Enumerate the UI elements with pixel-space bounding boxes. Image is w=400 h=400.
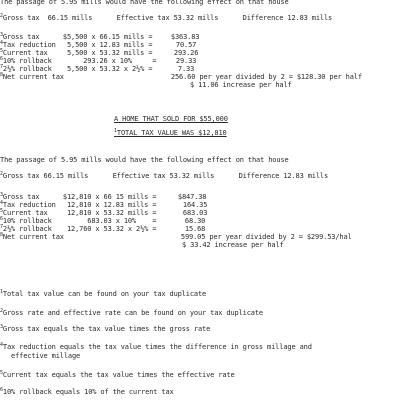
footnote-4: $^4$Tax reduction equals the tax value times the difference in gross millage and [0,342,312,351]
footnote-1: $^1$Total tax value can be found on your tax duplicate [0,289,207,298]
home-heading: A HOME THAT SOLD FOR $55,000 [114,115,228,123]
calc-row-reduction-2: $^4$Tax reduction 12,810 x 12.83 mills = 164.35 [0,200,208,209]
calc-row-rollback10-2: $^6$10% rollback 683.03 x 10% = 68.30 [0,216,206,225]
calc-row-reduction-1: $^4$Tax reduction 5,500 x 12.83 mills = 70.57 [0,40,197,49]
footnote-2: $^2$Gross rate and effective rate can be found on your tax duplicate [0,308,263,317]
footnote-mark: 2 [0,13,3,19]
calc-row-gross-2: $^3$Gross tax $12,810 x 66 15 mills = $847.38 [0,192,207,201]
calc-row-current-1: $^5$Current tax 5,500 x 53.32 mills = 293.26 [0,48,199,57]
increase-line-1: $ 11.06 increase per half [190,81,292,89]
calc-row-net-1: $^8$Net current tax 256.60 per year divided by 2 = $128.30 per half [0,72,362,81]
tax-value-heading: $^1$TOTAL TAX VALUE WAS $12,810 [114,128,227,137]
footnote-6: $^6$10% rollback equals 10% of the current tax [0,387,174,396]
footnote-3: $^3$Gross tax equals the tax value times the gross rate [0,324,211,333]
calc-row-rollback25-1: $^7$2½% rollback 5,500 x 53.32 x 2½% = 7.33 [0,64,195,73]
footnote-4-cont: effective millage [11,352,81,360]
passage-text-1: The passage of 5.95 mills would have the following effect on that house [0,0,289,6]
rates-line-2: $^2$Gross tax 66.15 mills Effective tax 53.32 mills Difference 12.83 mills [0,171,329,180]
calc-row-current-2: $^5$Current tax 12,810 x 53.32 mills = 683.03 [0,208,208,217]
calc-row-rollback25-2: $^7$2½% rollback 12,760 x 53.32 x 2½% = 15.68 [0,224,206,233]
rates-line-1: $^2$Gross tax 66.15 mills Effective tax 53.32 mills Difference 12.83 mills [0,13,333,22]
passage-text-2: The passage of 5.95 mills would have the following effect on that house [0,156,289,164]
increase-line-2: $ 33.42 increase per half [182,241,284,249]
calc-row-rollback10-1: $^6$10% rollback 293.26 x 10% = 29.33 [0,56,197,65]
footnote-5: $^5$Current tax equals the tax value times the effective rate [0,370,235,379]
calc-row-net-2: $^8$Net current tax 599.05 per year divided by 2 = $299.53/hal [0,232,352,241]
calc-row-gross-1: $^3$Gross tax $5,500 x 66.15 mills = $363.83 [0,32,200,41]
